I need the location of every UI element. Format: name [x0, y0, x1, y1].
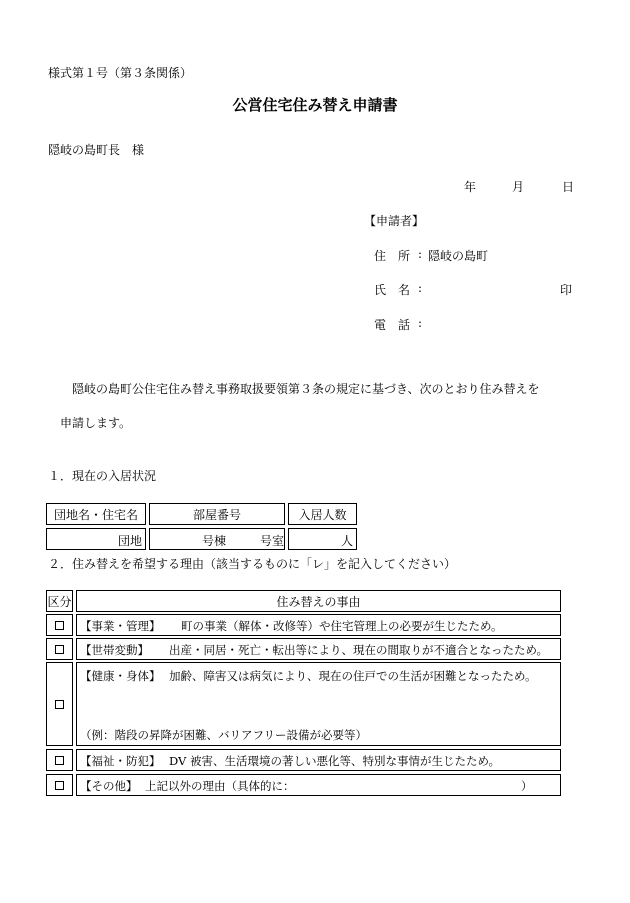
- reason-category: 【世帯変動】: [80, 643, 149, 657]
- reason-checkbox-cell[interactable]: [46, 638, 73, 660]
- header-room-number: 部屋番号: [149, 503, 285, 525]
- phone-label: 電 話: [374, 318, 411, 332]
- room-unit: 号室: [260, 534, 285, 548]
- address-label: 住 所: [374, 249, 411, 263]
- checkbox-icon[interactable]: [55, 756, 64, 765]
- reason-text: 加齢、障害又は病気により、現在の住戸での生活が困難となったため。: [169, 669, 537, 683]
- reason-close-paren: ）: [521, 779, 533, 793]
- date-day: 日: [562, 180, 575, 194]
- seal-mark: 印: [560, 283, 573, 297]
- address-value[interactable]: 隠岐の島町: [428, 249, 489, 263]
- section2-heading: ２．住み替えを希望する理由（該当するものに「レ」を記入してください）: [48, 557, 457, 571]
- reason-category: 【その他】: [80, 779, 138, 793]
- reason-text: 上記以外の理由（具体的に：: [145, 779, 295, 793]
- reason-category: 【福祉・防犯】: [80, 754, 161, 768]
- reason-category: 【健康・身体】: [80, 669, 161, 683]
- reason-row-health: [76, 662, 561, 746]
- form-title: 公営住宅住み替え申請書: [232, 96, 398, 114]
- checkbox-icon[interactable]: [55, 645, 64, 654]
- name-colon: :: [418, 281, 423, 295]
- checkbox-icon[interactable]: [55, 781, 64, 790]
- date-month: 月: [512, 180, 525, 194]
- reason-row-welfare: [76, 749, 561, 771]
- danchi-input-cell[interactable]: [46, 528, 146, 550]
- reason-checkbox-cell[interactable]: [46, 662, 73, 746]
- occupants-input-cell[interactable]: [288, 528, 357, 550]
- building-unit: 号棟: [202, 534, 227, 548]
- address-colon: :: [418, 247, 423, 261]
- reason-row-other[interactable]: [76, 774, 561, 796]
- reason-checkbox-cell[interactable]: [46, 774, 73, 796]
- room-input-cell[interactable]: [149, 528, 285, 550]
- reason-row-household: [76, 638, 561, 660]
- reason-example: （例：階段の昇降が困難、バリアフリー設備が必要等）: [80, 728, 368, 742]
- date-year: 年: [464, 180, 477, 194]
- body-text-line2: 申請します。: [60, 416, 132, 430]
- reason-text: 町の事業（解体・改修等）や住宅管理上の必要が生じたため。: [181, 619, 503, 633]
- header-reason: 住み替えの事由: [76, 590, 561, 612]
- checkbox-icon[interactable]: [55, 621, 64, 630]
- body-text-line1: 隠岐の島町公住宅住み替え事務取扱要領第３条の規定に基づき、次のとおり住み替えを: [72, 382, 540, 396]
- checkbox-icon[interactable]: [55, 700, 64, 709]
- section1-heading: １．現在の入居状況: [48, 469, 157, 483]
- header-kubun: 区分: [46, 590, 73, 612]
- header-occupants: 入居人数: [288, 503, 357, 525]
- reason-text: 出産・同居・死亡・転出等により、現在の間取りが不適合となったため。: [169, 643, 549, 657]
- people-unit: 人: [340, 534, 353, 548]
- name-label: 氏 名: [374, 283, 411, 297]
- form-number: 様式第１号（第３条関係）: [48, 66, 193, 80]
- reason-category: 【事業・管理】: [80, 619, 161, 633]
- addressee: 隠岐の島町長 様: [48, 143, 145, 157]
- applicant-header: 【申請者】: [364, 214, 425, 228]
- phone-colon: :: [418, 316, 423, 330]
- reason-text: DV 被害、生活環境の著しい悪化等、特別な事情が生じたため。: [169, 754, 501, 768]
- danchi-unit: 団地: [117, 534, 142, 548]
- reason-row-business: [76, 614, 561, 636]
- header-danchi-name: 団地名・住宅名: [46, 503, 146, 525]
- reason-checkbox-cell[interactable]: [46, 749, 73, 771]
- reason-checkbox-cell[interactable]: [46, 614, 73, 636]
